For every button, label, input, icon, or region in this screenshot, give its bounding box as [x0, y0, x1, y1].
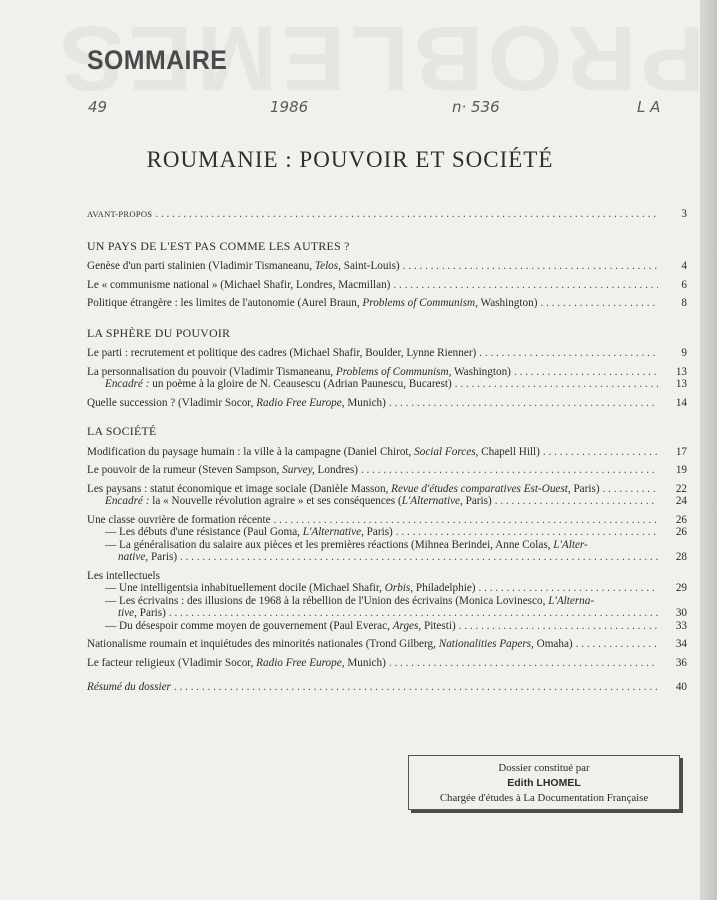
- dot-leader: [361, 464, 658, 477]
- publication: tive,: [118, 607, 137, 619]
- toc-entry[interactable]: [87, 464, 687, 477]
- entry-text: Genèse d'un parti stalinien (Vladimir Tismaneanu,: [87, 260, 315, 272]
- publication: Revue d'études comparatives Est-Ouest,: [391, 482, 571, 495]
- publication: Survey,: [282, 464, 315, 476]
- publication: Nationalities Papers,: [438, 638, 534, 650]
- page-number: 14: [675, 396, 687, 409]
- toc-entry-encadre[interactable]: [87, 495, 687, 508]
- dot-leader: [389, 657, 658, 670]
- page-edge: [700, 0, 717, 900]
- page-number: 36: [675, 656, 687, 669]
- dot-leader: [479, 582, 658, 595]
- handwritten-note: L A: [637, 98, 661, 116]
- dot-leader: [389, 397, 658, 410]
- entry-text: Chapell Hill): [478, 445, 540, 458]
- toc-entry-title: AVANT-PROPOS: [87, 209, 153, 219]
- toc-subentry-continuation[interactable]: [87, 551, 687, 564]
- entry-text: la « Nouvelle révolution agraire » et ses conséquences (: [149, 495, 402, 507]
- dot-leader: [479, 347, 658, 360]
- page-number: 17: [675, 445, 687, 458]
- entry-text: Londres): [314, 464, 358, 476]
- toc-entry-encadre[interactable]: [87, 378, 687, 391]
- entry-text: Le pouvoir de la rumeur (Steven Sampson,: [87, 464, 283, 476]
- toc-entry[interactable]: [87, 279, 687, 292]
- dot-leader: [540, 297, 658, 310]
- toc-entry-resume[interactable]: [87, 681, 687, 694]
- publication: L'Alternative,: [401, 495, 463, 507]
- entry-text: Une classe ouvrière de formation récente: [87, 513, 271, 526]
- entry-text: Pitesti): [421, 619, 456, 632]
- publication: Arges,: [392, 619, 422, 632]
- page-number: 13: [675, 365, 687, 378]
- entry-text: Résumé du dossier: [87, 681, 171, 693]
- dot-leader: [180, 551, 658, 564]
- toc-entry[interactable]: [87, 657, 687, 670]
- encadre-label: Encadré :: [105, 378, 150, 390]
- entry-text: Paris): [363, 526, 393, 538]
- entry-text: — Une intelligentsia inhabituellement docile (Michael Shafir,: [105, 582, 385, 594]
- publication: Problems of Communism,: [362, 297, 478, 309]
- entry-text: Munich): [344, 396, 386, 409]
- dot-leader: [495, 495, 658, 508]
- entry-text: Nationalisme roumain et inquiétudes des minorités nationales (Trond Gilberg,: [87, 638, 439, 650]
- toc-entry[interactable]: [87, 260, 687, 273]
- entry-text: Munich): [344, 656, 386, 669]
- toc-entry[interactable]: [87, 347, 687, 360]
- entry-text: Le parti : recrutement et politique des cadres (Michael Shafir, Boulder, Lynne Rienner): [87, 347, 477, 359]
- toc-entry[interactable]: [87, 638, 687, 651]
- page-number: 22: [675, 482, 687, 495]
- page-number: 4: [681, 260, 687, 272]
- toc-subentry[interactable]: [87, 526, 687, 539]
- toc-subentry[interactable]: [87, 620, 687, 633]
- entry-text: — Les écrivains : des illusions de 1968 à la rébellion de l'Union des écrivains (Monica Lovinesco,: [105, 594, 549, 607]
- toc-entry[interactable]: [87, 397, 687, 410]
- credit-box: [408, 755, 680, 810]
- page-number: 29: [675, 582, 687, 594]
- toc-subentry-continuation[interactable]: [87, 607, 687, 620]
- page-number: 26: [675, 513, 687, 526]
- handwritten-note: n· 536: [452, 98, 500, 116]
- page-number: 26: [675, 526, 687, 538]
- publication: Problems of Communism,: [335, 365, 452, 378]
- dot-leader: [459, 620, 658, 633]
- section-heading: LA SPHÈRE DU POUVOIR: [87, 325, 231, 340]
- page-number: 34: [675, 638, 687, 650]
- entry-text: Les paysans : statut économique et image sociale (Danièle Masson,: [87, 482, 392, 495]
- entry-text: — Du désespoir comme moyen de gouvernement (Paul Everac,: [105, 619, 393, 632]
- entry-text: Quelle succession ? (Vladimir Socor,: [87, 396, 257, 409]
- toc-entry[interactable]: [87, 366, 687, 379]
- entry-text: Modification du paysage humain : la ville à la campagne (Daniel Chirot,: [87, 445, 415, 458]
- dot-leader: [403, 260, 658, 273]
- dot-leader: [396, 526, 658, 539]
- handwritten-note: 1986: [270, 98, 309, 116]
- toc-entry[interactable]: [87, 514, 687, 527]
- publication: L'Alterna-: [548, 594, 595, 607]
- dot-leader: [603, 483, 658, 496]
- publication: Radio Free Europe,: [256, 656, 345, 669]
- sommaire-heading: SOMMAIRE: [87, 45, 228, 75]
- page-number: 28: [675, 551, 687, 563]
- entry-text: Washington): [477, 297, 538, 309]
- entry-text: Paris): [136, 607, 166, 619]
- page-number: 6: [681, 278, 687, 291]
- toc-subentry[interactable]: [87, 582, 687, 595]
- publication: L'Alter-: [553, 538, 588, 551]
- entry-text: — La généralisation du salaire aux pièces et les premières réactions (Mihnea Berindei, Anne Colas,: [105, 538, 554, 551]
- dot-leader: [274, 514, 658, 527]
- entry-text: — Les débuts d'une résistance (Paul Goma,: [105, 526, 303, 538]
- entry-text: La personnalisation du pouvoir (Vladimir Tismaneanu,: [87, 365, 336, 378]
- page-number: 40: [675, 681, 687, 693]
- entry-text: Paris): [148, 551, 178, 563]
- entry-text: Omaha): [533, 638, 573, 650]
- dot-leader: [174, 681, 658, 694]
- page-number: 24: [675, 495, 687, 507]
- handwritten-note: 49: [88, 98, 108, 116]
- toc-entry-avant-propos[interactable]: [87, 208, 687, 221]
- table-of-contents: [87, 208, 687, 700]
- entry-text: Philadelphie): [413, 582, 476, 594]
- page-number: 9: [681, 347, 687, 359]
- section-heading: UN PAYS DE L'EST PAS COMME LES AUTRES ?: [87, 238, 350, 253]
- entry-text: Saint-Louis): [340, 260, 400, 272]
- publication: L'Alternative,: [302, 526, 364, 538]
- page-title: ROUMANIE : POUVOIR ET SOCIÉTÉ: [146, 147, 554, 172]
- toc-entry[interactable]: [87, 570, 687, 583]
- page-number: 8: [681, 297, 687, 309]
- entry-text: Paris): [570, 482, 600, 495]
- dot-leader: [455, 378, 658, 391]
- entry-text: Paris): [462, 495, 492, 507]
- encadre-label: Encadré :: [105, 495, 150, 507]
- entry-text: Les intellectuels: [87, 569, 161, 582]
- section-heading: LA SOCIÉTÉ: [87, 424, 157, 438]
- dot-leader: [514, 366, 658, 379]
- dot-leader: [155, 208, 658, 221]
- toc-entry[interactable]: [87, 483, 687, 496]
- credit-role: Chargée d'études à La Documentation Française: [439, 792, 649, 804]
- publication: Radio Free Europe,: [256, 396, 345, 409]
- toc-subentry[interactable]: [87, 595, 687, 608]
- publication: Social Forces,: [414, 445, 479, 458]
- page-number: 3: [681, 208, 687, 220]
- entry-text: Le facteur religieux (Vladimir Socor,: [87, 656, 257, 669]
- page-number: 19: [675, 464, 687, 476]
- entry-text: Politique étrangère : les limites de l'autonomie (Aurel Braun,: [87, 297, 363, 309]
- publication: Orbis,: [384, 582, 414, 594]
- toc-entry[interactable]: [87, 446, 687, 459]
- entry-text: Le « communisme national » (Michael Shafir, Londres, Macmillan): [87, 278, 391, 291]
- page-number: 33: [675, 619, 687, 632]
- entry-text: un poème à la gloire de N. Ceausescu (Adrian Paunescu, Bucarest): [149, 378, 452, 390]
- credit-author: Edith LHOMEL: [507, 777, 581, 789]
- dot-leader: [576, 638, 658, 651]
- publication: native,: [118, 551, 149, 563]
- page-number: 30: [675, 607, 687, 619]
- toc-subentry[interactable]: [87, 539, 687, 552]
- dot-leader: [169, 607, 658, 620]
- dot-leader: [393, 279, 658, 292]
- dot-leader: [543, 446, 658, 459]
- toc-entry[interactable]: [87, 297, 687, 310]
- publication: Telos,: [314, 260, 341, 272]
- credit-line: Dossier constitué par: [498, 762, 590, 774]
- entry-text: Washington): [451, 365, 511, 378]
- page-number: 13: [675, 378, 687, 390]
